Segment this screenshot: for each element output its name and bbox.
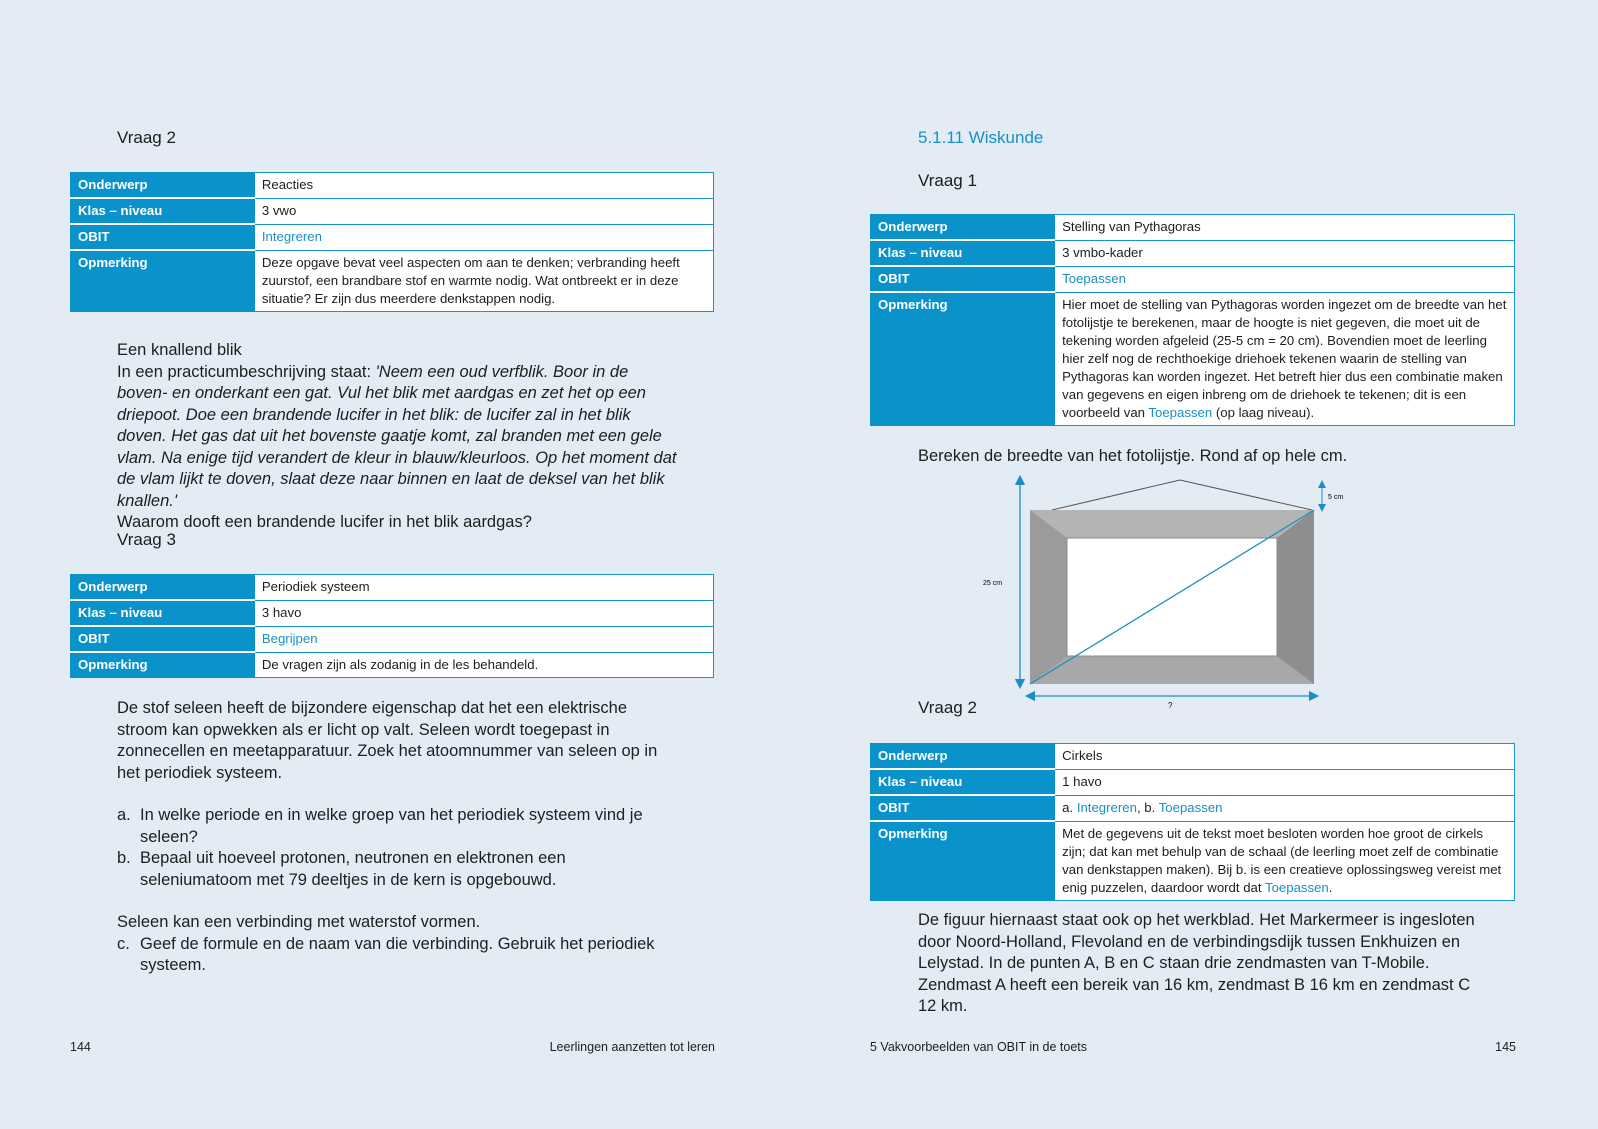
knallend-blik-block: [117, 340, 682, 534]
knallend-blik-text: [117, 362, 682, 513]
row-key: Klas – niveau: [871, 240, 1055, 266]
remark-text-end: .: [1328, 879, 1333, 895]
row-value: Reacties: [254, 173, 713, 199]
right-page: [799, 0, 1598, 1129]
obit-prefix: a.: [1062, 799, 1077, 815]
remark-text: Hier moet de stelling van Pythagoras worden ingezet om de breedte van het fotolijstje te berekenen, maar de hoogte is niet gegeven, die moet uit de tekening worden afgeleid (25-5 cm = 20 cm). Bovendien moet de leerling hier zelf nog de rechthoekige driehoek tekenen waarin de stelling van Pythagoras kan worden ingezet. Het betreft hier dus een combinatie maken van gegevens en eigen inbreng om de driehoek te tekenen; dit is een voorbeeld van: [1062, 296, 1507, 420]
table-row: [71, 198, 714, 224]
row-value: Stelling van Pythagoras: [1055, 215, 1515, 241]
table-row: [71, 173, 714, 199]
row-key: Opmerking: [71, 652, 255, 678]
row-value: 3 vmbo-kader: [1055, 240, 1515, 266]
table-row: [71, 224, 714, 250]
row-key: Opmerking: [71, 250, 255, 311]
bereken-text: Bereken de breedte van het fotolijstje. Rond af op hele cm.: [918, 447, 1348, 465]
hanging-wire: [1052, 480, 1312, 510]
vraag2-heading: Vraag 2: [918, 698, 977, 717]
obit-link[interactable]: Toepassen: [1148, 404, 1213, 420]
row-value: Deze opgave bevat veel aspecten om aan te denken; verbranding heeft zuurstof, een brandbare stof en warmte nodig. Wat ontbreekt er in deze situatie? Er zijn dus meerdere denkstappen nodig.: [254, 250, 713, 311]
row-key: Onderwerp: [71, 173, 255, 199]
row-key: OBIT: [71, 626, 255, 652]
page-number-left: 144: [70, 1040, 91, 1054]
obit-link[interactable]: Integreren: [254, 224, 713, 250]
page-number-right: 145: [1495, 1040, 1516, 1054]
list-marker: b.: [117, 849, 131, 867]
table-row: [71, 600, 714, 626]
frame-bevel-top: [1030, 510, 1314, 538]
row-value: Cirkels: [1055, 744, 1515, 770]
vraag2-heading: Vraag 2: [117, 128, 176, 147]
obit-link[interactable]: Toepassen: [1055, 266, 1515, 292]
table-row: [71, 652, 714, 678]
row-key: OBIT: [871, 795, 1055, 821]
row-value: 3 havo: [254, 600, 713, 626]
quote-text: 'Neem een oud verfblik. Boor in de boven- en onderkant een gat. Vul het blik met aardgas en zet het op een driepoot. Doe een brandende lucifer in het blik: de lucifer zal in het blik doven. Het gas dat uit het bovenste gaatje komt, zal branden met een gele vlam. Na enige tijd verandert de kleur in blauw/kleurloos. Op het moment dat de vlam lijkt te doven, slaat deze naar binnen en laat de deksel van het blik knallen.': [117, 362, 677, 510]
row-value: De vragen zijn als zodanig in de les behandeld.: [254, 652, 713, 678]
row-key: Klas – niveau: [71, 198, 255, 224]
obit-separator: , b.: [1136, 799, 1159, 815]
row-value: [1055, 292, 1515, 425]
remark-text-end: (op laag niveau).: [1212, 404, 1315, 420]
table-row: [71, 250, 714, 311]
metadata-table-cirkels: [870, 743, 1515, 901]
running-title-right: 5 Vakvoorbeelden van OBIT in de toets: [870, 1040, 1088, 1054]
row-key: Onderwerp: [71, 575, 255, 601]
table-row: [871, 744, 1515, 770]
width-label: ?: [1168, 701, 1173, 710]
list-item: [117, 805, 682, 848]
metadata-table-periodiek: [70, 574, 714, 678]
table-row: [871, 292, 1515, 425]
obit-link[interactable]: Integreren: [1076, 799, 1137, 815]
row-key: OBIT: [871, 266, 1055, 292]
knallend-blik-title: Een knallend blik: [117, 341, 242, 359]
table-row: [871, 821, 1515, 900]
row-key: OBIT: [71, 224, 255, 250]
row-value: Periodiek systeem: [254, 575, 713, 601]
seleen-text: De stof seleen heeft de bijzondere eigenschap dat het een elektrische stroom kan opwekken als er licht op valt. Seleen wordt toegepast in zonnecellen en meetapparatuur. Zoek het atoomnummer van seleen op in het periodiek systeem.: [117, 699, 658, 782]
frame-bevel-bottom: [1030, 656, 1314, 684]
running-title-left: Leerlingen aanzetten tot leren: [549, 1040, 715, 1054]
row-key: Opmerking: [871, 292, 1055, 425]
row-key: Onderwerp: [871, 215, 1055, 241]
row-key: Opmerking: [871, 821, 1055, 900]
list-text: Bepaal uit hoeveel protonen, neutronen en elektronen een seleniumatoom met 79 deeltjes in de kern is opgebouwd.: [140, 849, 566, 889]
section-heading: 5.1.11 Wiskunde: [918, 128, 1044, 147]
vraag3-heading: Vraag 3: [117, 530, 176, 549]
waterstof-text: Seleen kan een verbinding met waterstof vormen.: [117, 913, 481, 931]
row-value: [1055, 795, 1515, 821]
list-item: [117, 934, 682, 977]
table-row: [871, 769, 1515, 795]
table-row: [871, 240, 1515, 266]
metadata-table-reacties: [70, 172, 714, 312]
markermeer-text: De figuur hiernaast staat ook op het werkblad. Het Markermeer is ingesloten door Noord-Holland, Flevoland en de verbindingsdijk tussen Enkhuizen en Lelystad. In de punten A, B en C staan drie zendmasten van T-Mobile. Zendmast A heeft een bereik van 16 km, zendmast B 16 km en zendmast C 12 km.: [918, 911, 1475, 1015]
obit-link[interactable]: Begrijpen: [254, 626, 713, 652]
table-row: [871, 795, 1515, 821]
row-key: Klas – niveau: [871, 769, 1055, 795]
intro-text: In een practicumbeschrijving staat:: [117, 362, 376, 381]
table-row: [71, 626, 714, 652]
metadata-table-pythagoras: [870, 214, 1515, 426]
row-key: Onderwerp: [871, 744, 1055, 770]
remark-text: Met de gegevens uit de tekst moet besloten worden hoe groot de cirkels zijn; dat kan met behulp van de schaal (de leerling moet zelf de combinatie van denkstappen maken). Bij b. is een creatieve oplossingsweg vereist met enig puzzelen, daardoor wordt dat: [1062, 825, 1502, 895]
list-marker: a.: [117, 806, 131, 824]
frame-bevel-right: [1277, 510, 1314, 684]
list-text: In welke periode en in welke groep van het periodiek systeem vind je seleen?: [140, 806, 643, 846]
row-value: 3 vwo: [254, 198, 713, 224]
table-row: [871, 215, 1515, 241]
table-row: [71, 575, 714, 601]
vraag1-heading: Vraag 1: [918, 171, 977, 190]
photo-frame-figure: [979, 472, 1349, 718]
row-key: Klas – niveau: [71, 600, 255, 626]
list-text: Geef de formule en de naam van die verbinding. Gebruik het periodiek systeem.: [140, 934, 655, 974]
row-value: 1 havo: [1055, 769, 1515, 795]
seleen-block: [117, 698, 682, 977]
height-label: 25 cm: [983, 580, 1003, 587]
obit-link[interactable]: Toepassen: [1264, 879, 1329, 895]
row-value: [1055, 821, 1515, 900]
list-marker: c.: [117, 934, 130, 953]
list-item: [117, 848, 682, 891]
table-row: [871, 266, 1515, 292]
obit-link[interactable]: Toepassen: [1158, 799, 1223, 815]
knallend-question: Waarom dooft een brandende lucifer in het blik aardgas?: [117, 513, 532, 531]
top-offset-label: 5 cm: [1328, 494, 1344, 501]
